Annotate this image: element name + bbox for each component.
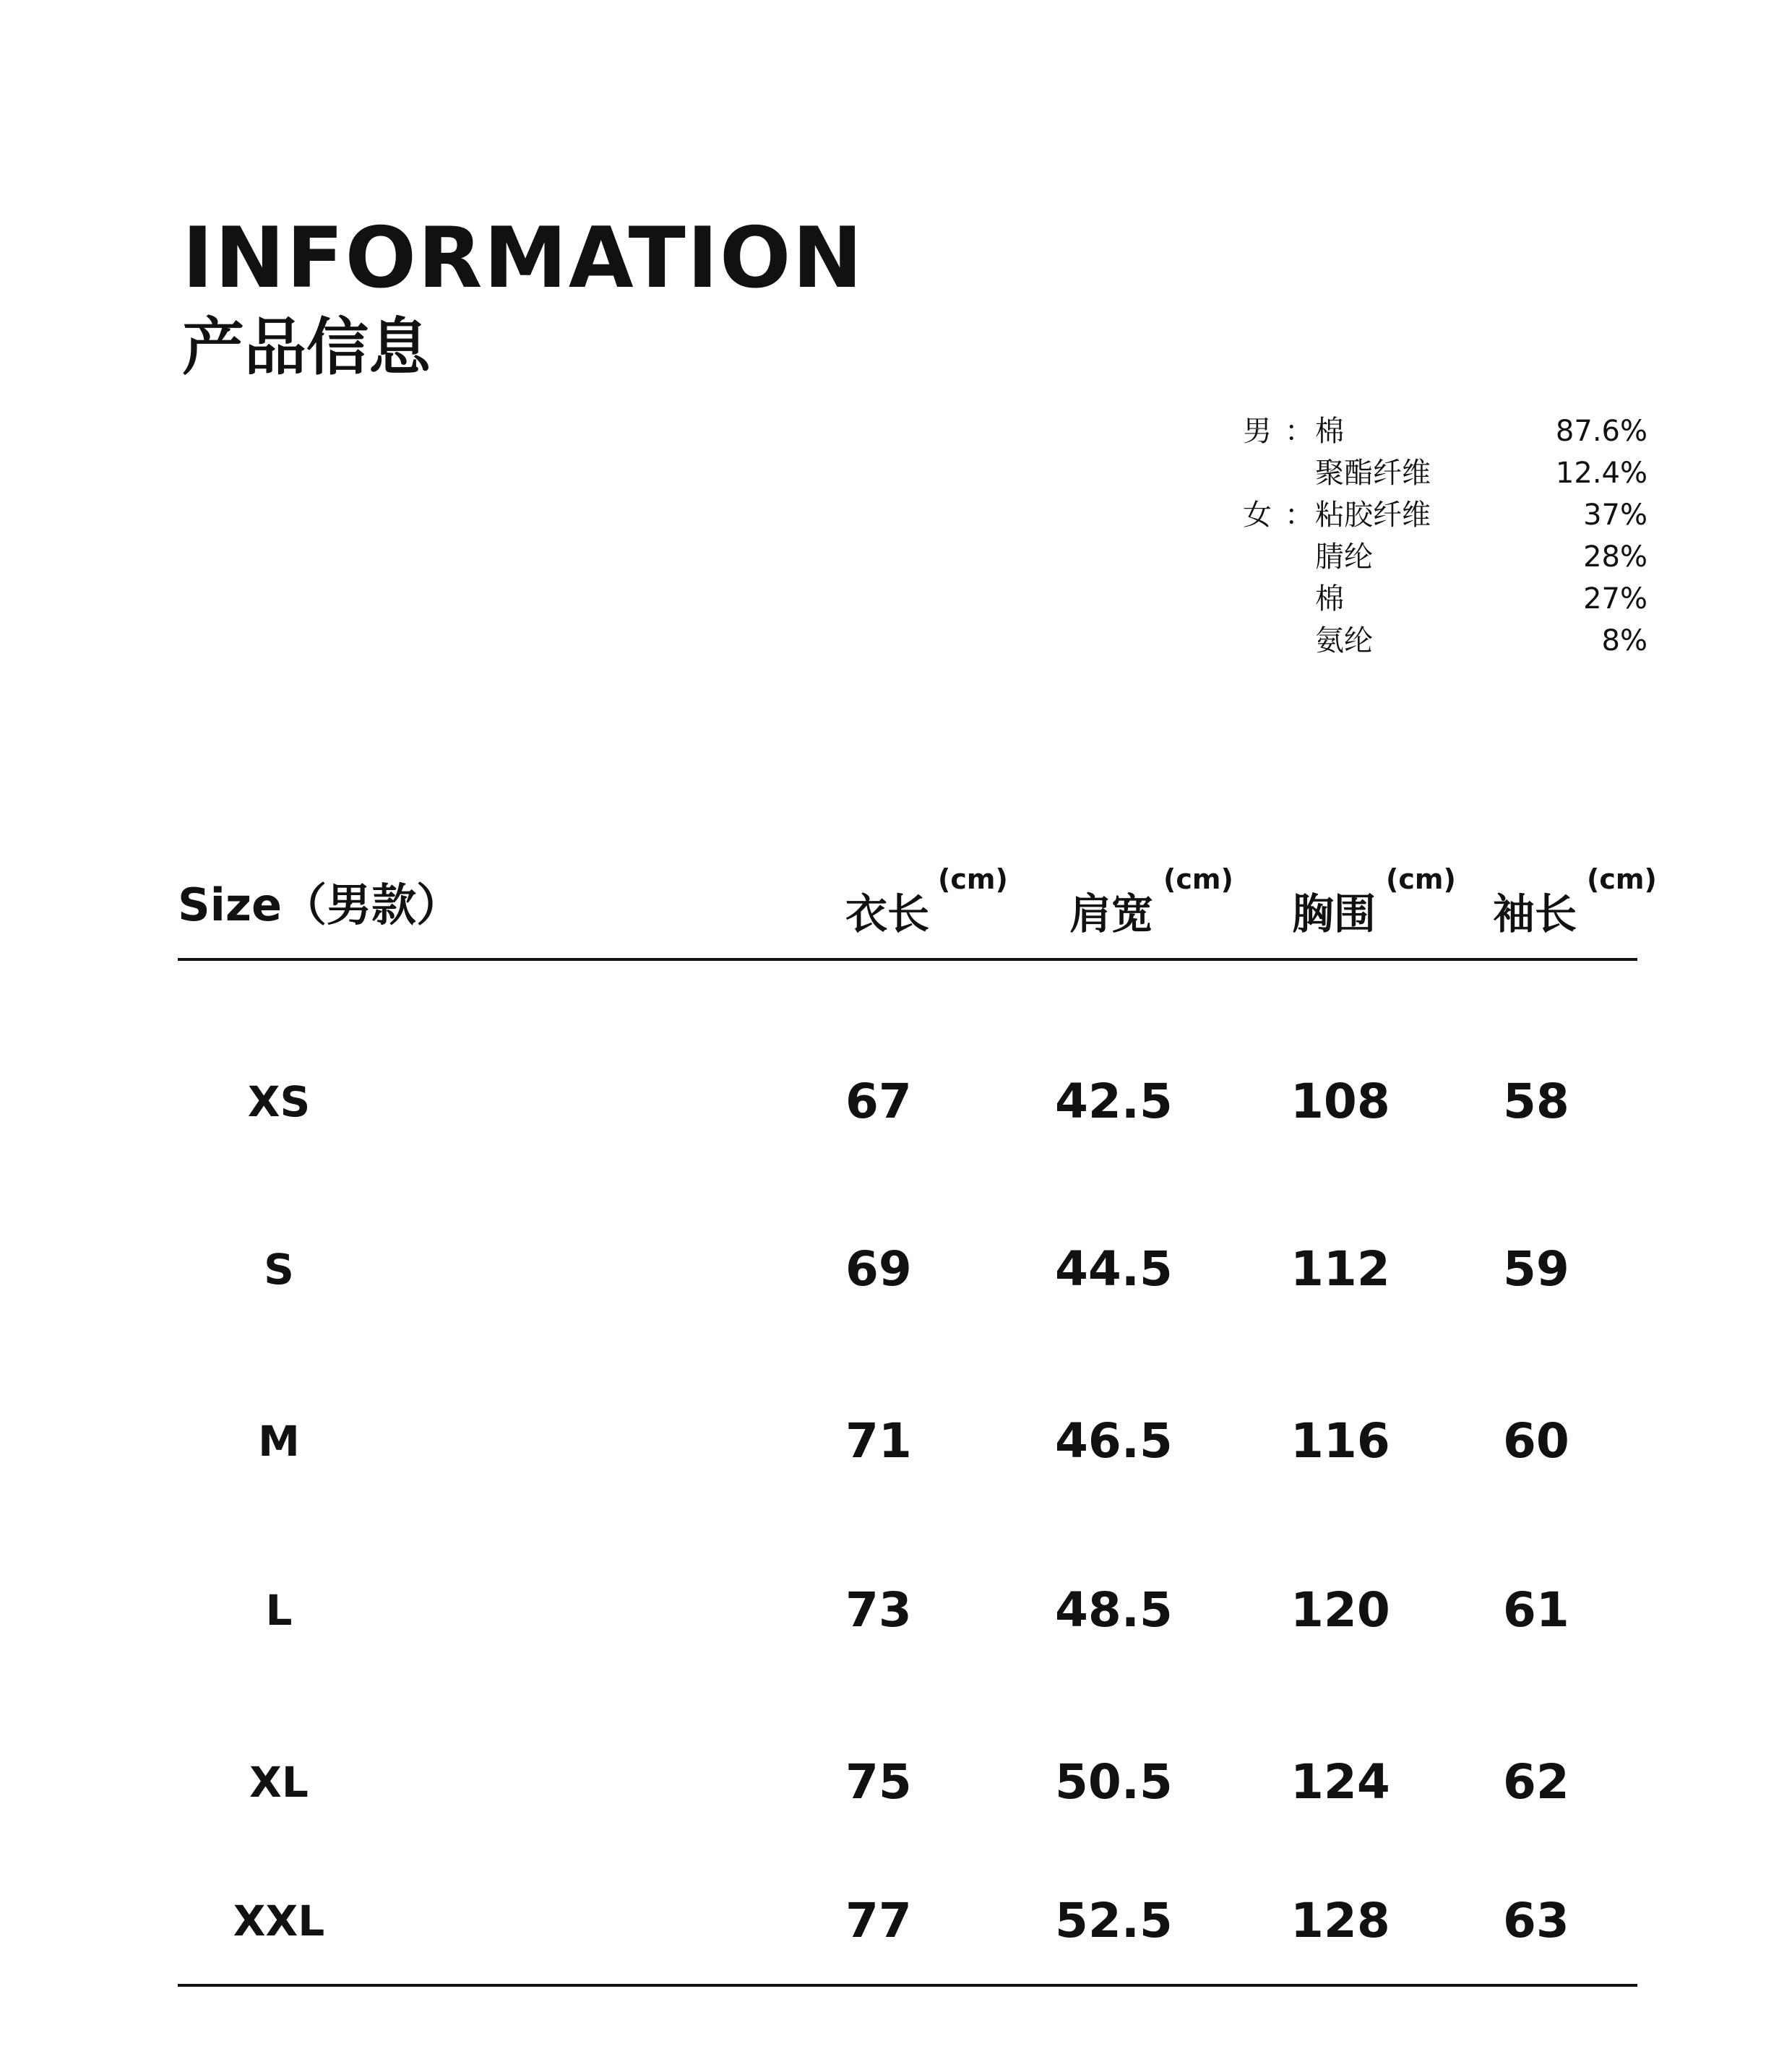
composition-material: 棉 — [1315, 415, 1344, 448]
column-header-name: 衣长 — [845, 889, 930, 938]
chest-cell: 124 — [1291, 1754, 1390, 1810]
chest-cell: 116 — [1291, 1413, 1390, 1469]
chest-cell: 120 — [1291, 1582, 1390, 1638]
composition-percent: 27% — [1583, 582, 1647, 616]
column-header-unit: (cm) — [1587, 863, 1657, 895]
composition-percent: 28% — [1583, 540, 1647, 574]
size-cell: XL — [249, 1758, 309, 1807]
column-header-unit: (cm) — [1386, 863, 1456, 895]
composition-material: 氨纶 — [1315, 624, 1373, 657]
length-cell: 73 — [845, 1582, 912, 1638]
composition-percent: 12.4% — [1555, 457, 1647, 490]
table-row — [178, 1743, 1637, 1822]
length-cell: 71 — [845, 1413, 912, 1469]
composition-material: 聚酯纤维 — [1315, 457, 1431, 490]
size-cell: S — [264, 1245, 294, 1294]
composition-row — [1243, 494, 1647, 536]
column-header-unit: (cm) — [938, 863, 1008, 895]
header-divider — [178, 958, 1637, 961]
size-table-header — [178, 860, 1657, 961]
sleeve-cell: 61 — [1503, 1582, 1569, 1638]
composition-percent: 37% — [1583, 498, 1647, 532]
bottom-divider — [178, 1984, 1637, 1987]
column-header-name: 袖长 — [1493, 889, 1577, 938]
shoulder-cell: 50.5 — [1055, 1754, 1173, 1810]
table-row — [178, 1402, 1637, 1481]
sleeve-cell: 63 — [1503, 1893, 1569, 1948]
composition-colon: ： — [1285, 415, 1314, 448]
sleeve-cell: 60 — [1503, 1413, 1569, 1469]
column-header-unit: (cm) — [1163, 863, 1233, 895]
length-cell: 77 — [845, 1893, 912, 1948]
composition-gender: 男 — [1243, 415, 1272, 448]
shoulder-cell: 46.5 — [1055, 1413, 1173, 1469]
chest-cell: 108 — [1291, 1074, 1390, 1129]
chest-cell: 112 — [1291, 1241, 1390, 1297]
shoulder-cell: 48.5 — [1055, 1582, 1173, 1638]
composition-row — [1243, 578, 1647, 620]
composition-gender: 女 — [1243, 498, 1272, 532]
length-cell: 69 — [845, 1241, 912, 1297]
shoulder-cell: 44.5 — [1055, 1241, 1173, 1297]
size-cell: XXL — [233, 1896, 325, 1946]
size-table — [178, 860, 1657, 1948]
composition-row — [1243, 536, 1647, 578]
column-header-name: 肩宽 — [1069, 889, 1154, 938]
chest-cell: 128 — [1291, 1893, 1390, 1948]
column-header-name: 胸围 — [1292, 889, 1377, 938]
composition-percent: 87.6% — [1555, 415, 1647, 448]
sleeve-cell: 58 — [1503, 1074, 1569, 1129]
fabric-composition — [1243, 410, 1647, 662]
table-row — [178, 1881, 1637, 1961]
table-row — [178, 1230, 1637, 1309]
shoulder-cell: 42.5 — [1055, 1074, 1173, 1129]
table-row — [178, 1062, 1637, 1141]
composition-colon: ： — [1285, 498, 1314, 532]
page-title-en: INFORMATION — [182, 210, 864, 307]
composition-material: 棉 — [1315, 582, 1344, 616]
page-title-zh: 产品信息 — [182, 311, 431, 384]
length-cell: 67 — [845, 1074, 912, 1129]
composition-material: 腈纶 — [1315, 540, 1373, 574]
size-cell: L — [265, 1586, 293, 1635]
sleeve-cell: 59 — [1503, 1241, 1569, 1297]
size-cell: M — [258, 1417, 300, 1466]
composition-row — [1243, 410, 1647, 452]
composition-material: 粘胶纤维 — [1315, 498, 1431, 532]
length-cell: 75 — [845, 1754, 912, 1810]
shoulder-cell: 52.5 — [1055, 1893, 1173, 1948]
composition-row — [1243, 620, 1647, 662]
size-cell: XS — [247, 1077, 311, 1126]
composition-percent: 8% — [1601, 624, 1647, 657]
size-column-label: Size（男款） — [178, 879, 462, 931]
composition-row — [1243, 452, 1647, 494]
table-row — [178, 1571, 1637, 1650]
sleeve-cell: 62 — [1503, 1754, 1569, 1810]
